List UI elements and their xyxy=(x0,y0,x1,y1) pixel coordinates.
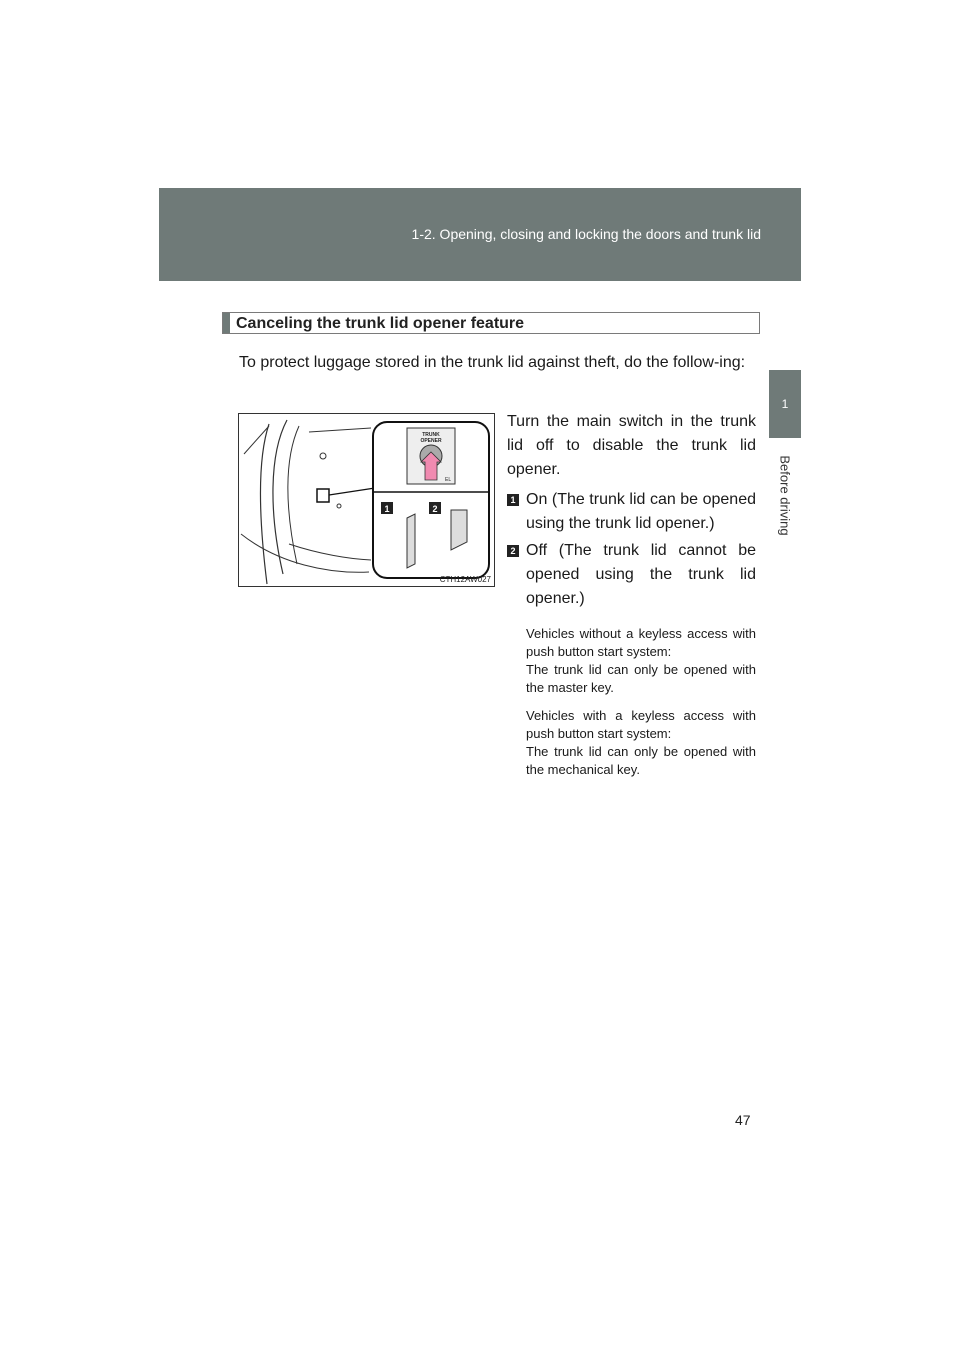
trunk-opener-figure xyxy=(238,413,495,587)
state-marker-1-label: 1 xyxy=(384,504,390,514)
item-text-on: On (The trunk lid can be opened using the trunk lid opener.) xyxy=(526,491,756,532)
switch-location-marker xyxy=(317,489,329,502)
instructions xyxy=(507,410,756,779)
list-item xyxy=(507,488,756,536)
figure-code: CTH12AW027 xyxy=(439,575,491,584)
item-marker-1: 1 xyxy=(507,494,519,506)
list-item xyxy=(507,539,756,611)
header-title: 1-2. Opening, closing and locking the doors and trunk lid xyxy=(411,226,761,242)
section-heading-text: Canceling the trunk lid opener feature xyxy=(236,315,525,332)
chapter-tab-label: Before driving xyxy=(777,455,793,536)
section-heading-accent xyxy=(223,313,230,333)
note-without-keyless xyxy=(526,625,756,697)
note-text: The trunk lid can only be opened with the master key. xyxy=(526,662,756,695)
page-number: 47 xyxy=(735,1112,751,1128)
instruction-main: Turn the main switch in the trunk lid off to disable the trunk lid opener. xyxy=(507,413,756,478)
switch-label-side: EL xyxy=(445,477,452,483)
chapter-tab[interactable] xyxy=(769,370,801,438)
switch-label-trunk: TRUNK xyxy=(422,432,440,438)
section-intro: To protect luggage stored in the trunk lid against theft, do the follow-ing: xyxy=(239,354,746,371)
note-condition: Vehicles with a keyless access with push button start system: xyxy=(526,708,756,741)
chapter-tab-number: 1 xyxy=(781,397,789,411)
trunk-illustration xyxy=(239,414,494,586)
state-marker-2-label: 2 xyxy=(432,504,438,514)
item-text-off: Off (The trunk lid cannot be opened using the trunk lid opener.) xyxy=(526,542,756,607)
header-band xyxy=(159,188,801,281)
note-text: The trunk lid can only be opened with the mechanical key. xyxy=(526,744,756,777)
note-with-keyless xyxy=(526,707,756,779)
switch-label-opener: OPENER xyxy=(420,438,442,444)
section-heading xyxy=(222,312,760,334)
note-condition: Vehicles without a keyless access with push button start system: xyxy=(526,626,756,659)
item-marker-2: 2 xyxy=(507,545,519,557)
